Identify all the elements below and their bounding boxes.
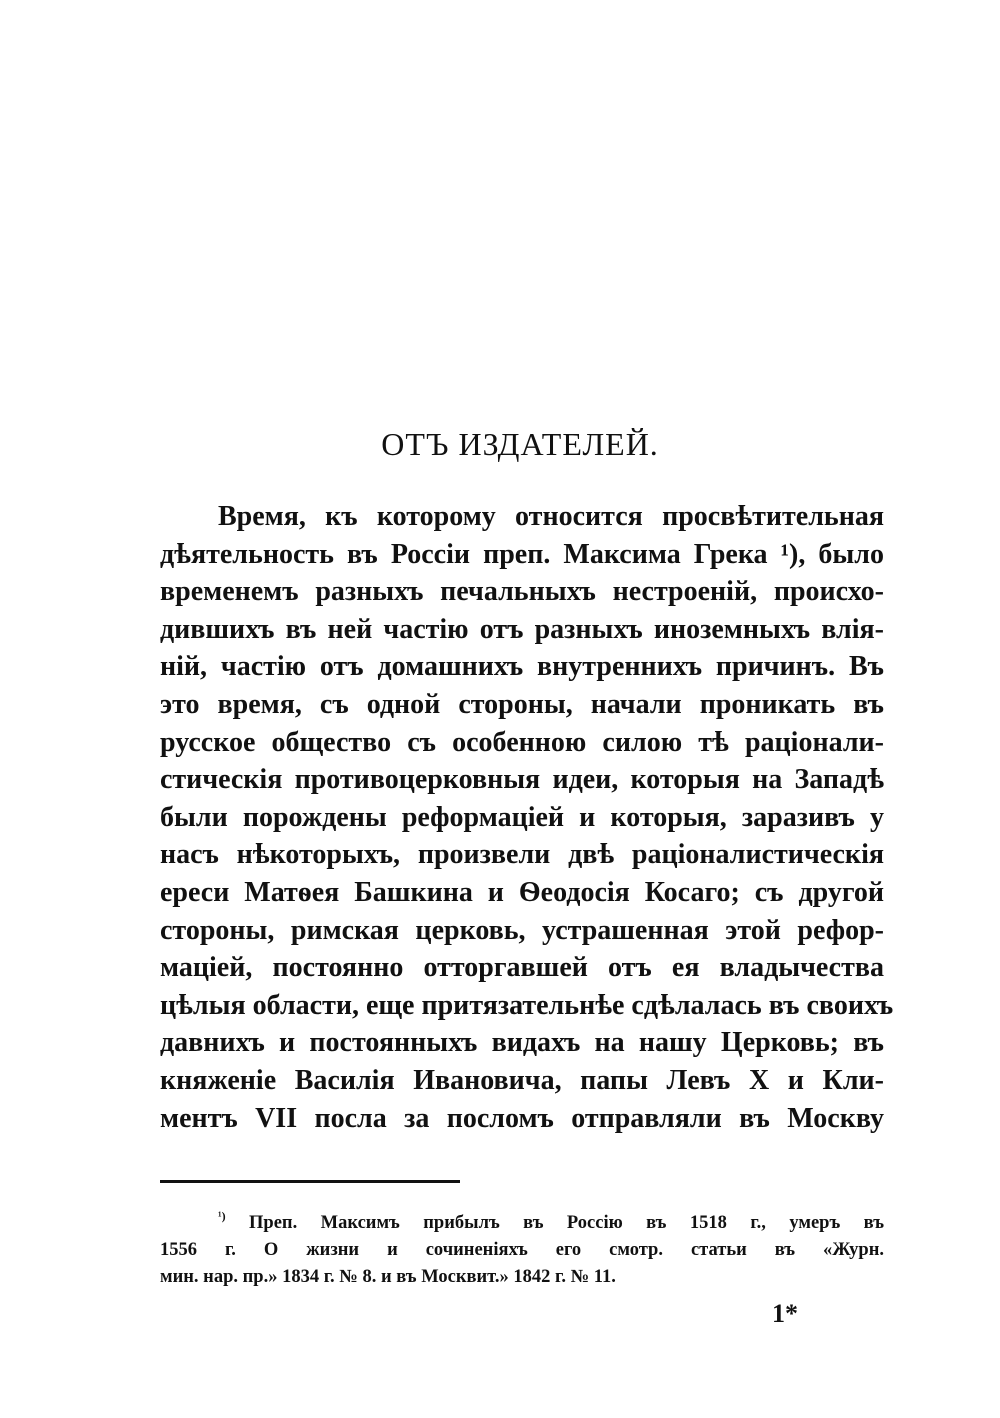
body-line: русское общество съ особенною силою тѣ раціонали- [160, 726, 884, 758]
footnote [160, 1210, 884, 1291]
body-line: цѣлыя области, еще притязательнѣе сдѣлалась въ своихъ [160, 989, 894, 1021]
footnote-line-1 [160, 1210, 884, 1237]
body-line: дѣятельность въ Россіи преп. Максима Грека ¹), было [160, 538, 884, 570]
body-line: это время, съ одной стороны, начали проникать въ [160, 688, 884, 720]
body-line: были порождены реформаціей и которыя, заразивъ у [160, 801, 884, 833]
body-line: княженіе Василія Ивановича, папы Левъ X и Кли- [160, 1064, 885, 1096]
body-line: Время, къ которому относится просвѣтительная [218, 501, 884, 532]
body-line: давнихъ и постоянныхъ видахъ на нашу Церковь; въ [160, 1027, 884, 1059]
footnote-marker: ¹) [218, 1209, 226, 1223]
body-line: насъ нѣкоторыхъ, произвели двѣ раціоналистическія [160, 839, 884, 871]
footnote-line: 1556 г. О жизни и сочиненіяхъ его смотр. статьи въ «Журн. [160, 1240, 884, 1260]
body-line: маціей, постоянно отторгавшей отъ ея владычества [160, 952, 884, 984]
body-line: временемъ разныхъ печальныхъ нестроеній, происхо- [160, 576, 884, 608]
section-heading: ОТЪ ИЗДАТЕЛЕЙ. [381, 426, 659, 462]
page-number: 1* [772, 1299, 798, 1328]
body-line: стороны, римская церковь, устрашенная этой рефор- [160, 914, 884, 946]
footnote-line: мин. нар. пр.» 1834 г. № 8. и въ Москвит.» 1842 г. № 11. [160, 1267, 616, 1287]
footnote-text: Преп. Максимъ прибылъ въ Россію въ 1518 г., умеръ въ [249, 1213, 884, 1233]
body-line: ереси Матѳея Башкина и Ѳеодосія Косаго; съ другой [160, 876, 884, 908]
footnote-divider [160, 1180, 460, 1183]
body-paragraph [160, 498, 894, 1137]
body-line: дившихъ въ ней частію отъ разныхъ иноземныхъ влія- [160, 613, 884, 645]
body-line: ній, частію отъ домашнихъ внутреннихъ причинъ. Въ [160, 651, 884, 683]
body-line: стическія противоцерковныя идеи, которыя на Западѣ [160, 764, 884, 796]
body-line: ментъ VII посла за посломъ отправляли въ Москву [160, 1102, 884, 1134]
